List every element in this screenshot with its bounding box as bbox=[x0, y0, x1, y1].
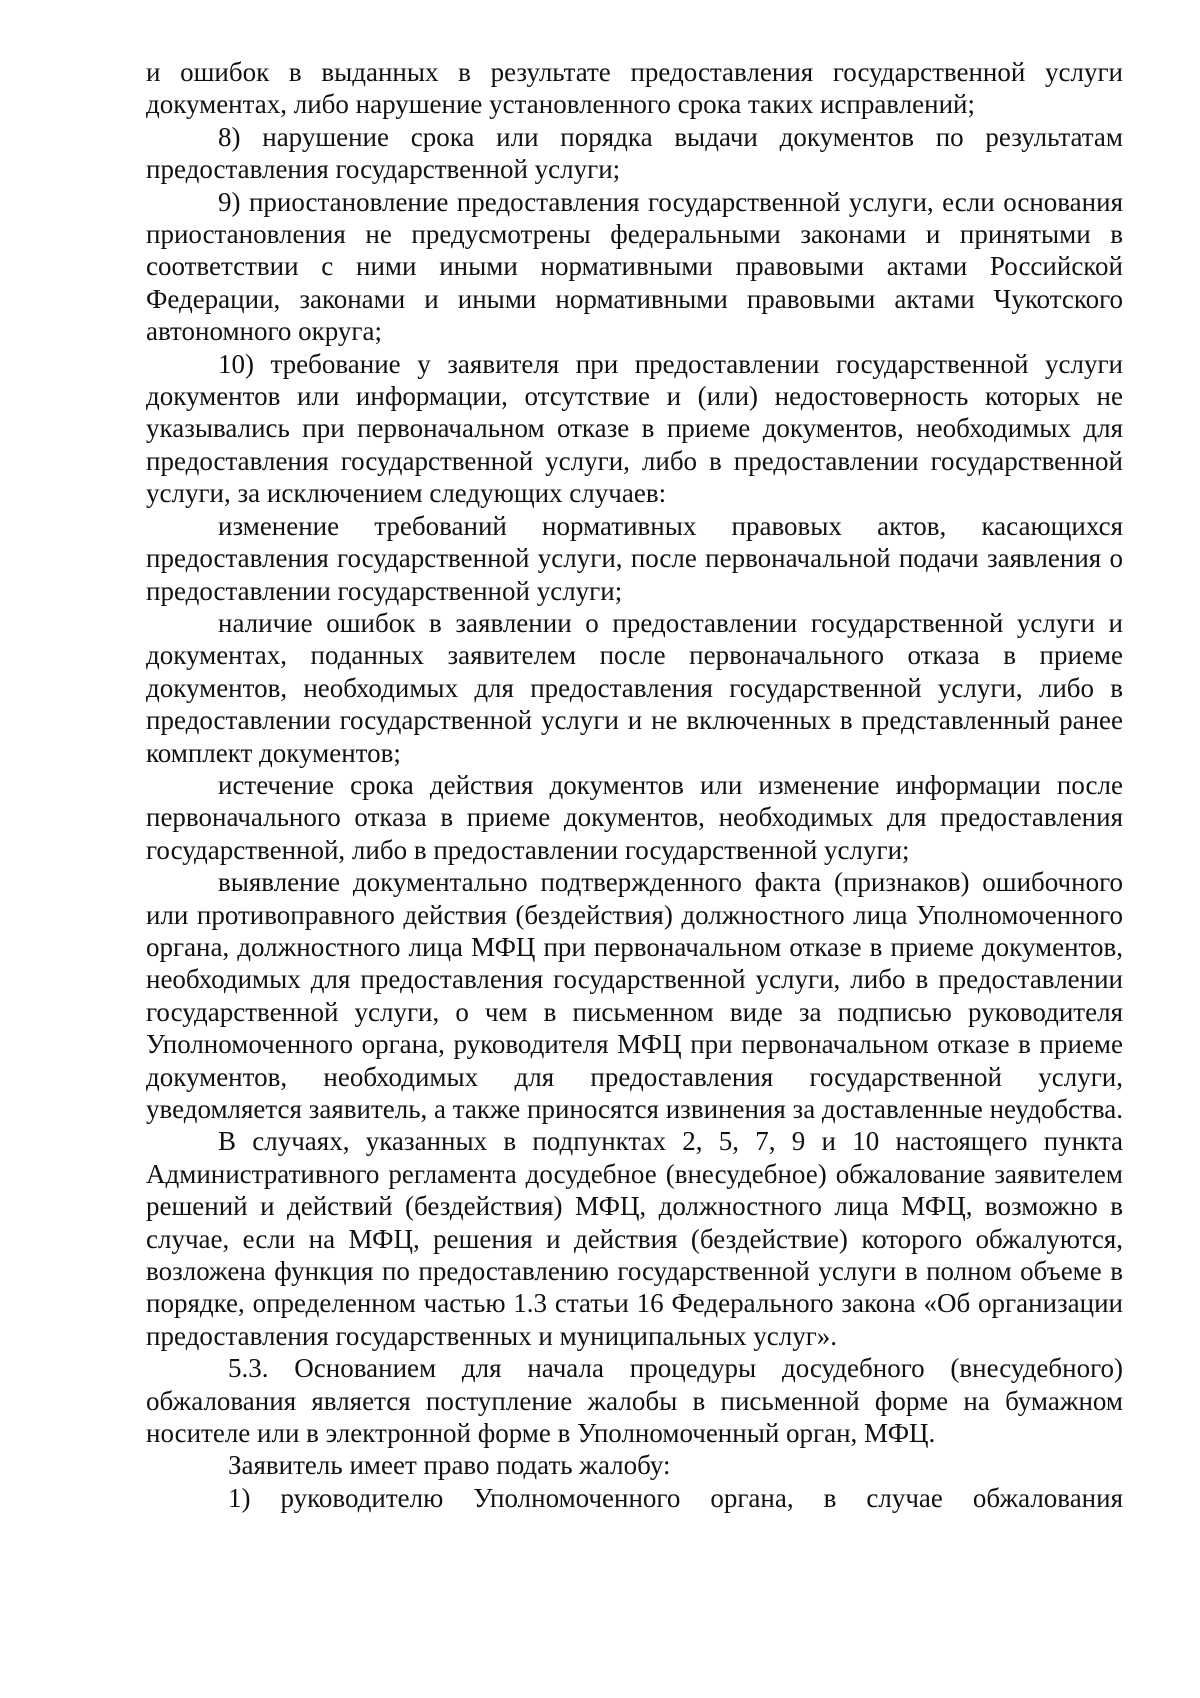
paragraph-case-expiration: истечение срока действия документов или изменение информации после первоначального отказа в приеме документов, необходимых для предоставления государственной, либо в предоставлении государственной услуги; bbox=[146, 769, 1123, 865]
paragraph-mfc-cases: В случаях, указанных в подпунктах 2, 5, 7, 9 и 10 настоящего пункта Административного регламента досудебное (внесудебное) обжалование заявителем решений и действий (бездействия) МФЦ, должностного лица МФЦ, возможно в случае, если на МФЦ, решения и действия (бездействие) которого обжалуются, возложена функция по предоставлению государственной услуги в полном объеме в порядке, определенном частью 1.3 статьи 16 Федерального закона «Об организации предоставления государственных и муниципальных услуг». bbox=[146, 1126, 1123, 1351]
paragraph-continuation: и ошибок в выданных в результате предоставления государственной услуги документах, либо нарушение установленного срока таких исправлений; bbox=[146, 57, 1123, 120]
paragraph-section-5-3: 5.3. Основанием для начала процедуры досудебного (внесудебного) обжалования является поступление жалобы в письменной форме на бумажном носителе или в электронной форме в Уполномоченный орган, МФЦ. bbox=[146, 1353, 1123, 1449]
paragraph-item-8: 8) нарушение срока или порядка выдачи документов по результатам предоставления государственной услуги; bbox=[146, 121, 1123, 185]
paragraph-item-10: 10) требование у заявителя при предоставлении государственной услуги документов или информации, отсутствие и (или) недостоверность которых не указывались при первоначальном отказе в приеме документов, необходимых для предоставления государственной услуги, либо в предоставлении государственной услуги, за исключением следующих случаев: bbox=[146, 348, 1123, 509]
paragraph-item-9: 9) приостановление предоставления государственной услуги, если основания приостановления не предусмотрены федеральными законами и принятыми в соответствии с ними иными нормативными правовыми актами Российской Федерации, законами и иными нормативными правовыми актами Чукотского автономного округа; bbox=[146, 186, 1123, 347]
document-page bbox=[146, 56, 1123, 1514]
paragraph-case-unlawful-action: выявление документально подтвержденного факта (признаков) ошибочного или противоправного действия (бездействия) должностного лица Уполномоченного органа, должностного лица МФЦ при первоначальном отказе в приеме документов, необходимых для предоставления государственной услуги, либо в предоставлении государственной услуги, о чем в письменном виде за подписью руководителя Уполномоченного органа, руководителя МФЦ при первоначальном отказе в приеме документов, необходимых для предоставления государственной услуги, уведомляется заявитель, а также приносятся извинения за доставленные неудобства. bbox=[146, 867, 1124, 1124]
paragraph-case-requirements-change: изменение требований нормативных правовых актов, касающихся предоставления государственной услуги, после первоначальной подачи заявления о предоставлении государственной услуги; bbox=[146, 510, 1123, 606]
paragraph-case-errors: наличие ошибок в заявлении о предоставлении государственной услуги и документах, поданных заявителем после первоначального отказа в приеме документов, необходимых для предоставления государственной услуги, либо в предоставлении государственной услуги и не включенных в представленный ранее комплект документов; bbox=[146, 607, 1123, 768]
paragraph-item-1-head: 1) руководителю Уполномоченного органа, в случае обжалования bbox=[228, 1482, 1123, 1513]
paragraph-right-to-complain: Заявитель имеет право подать жалобу: bbox=[228, 1450, 671, 1481]
